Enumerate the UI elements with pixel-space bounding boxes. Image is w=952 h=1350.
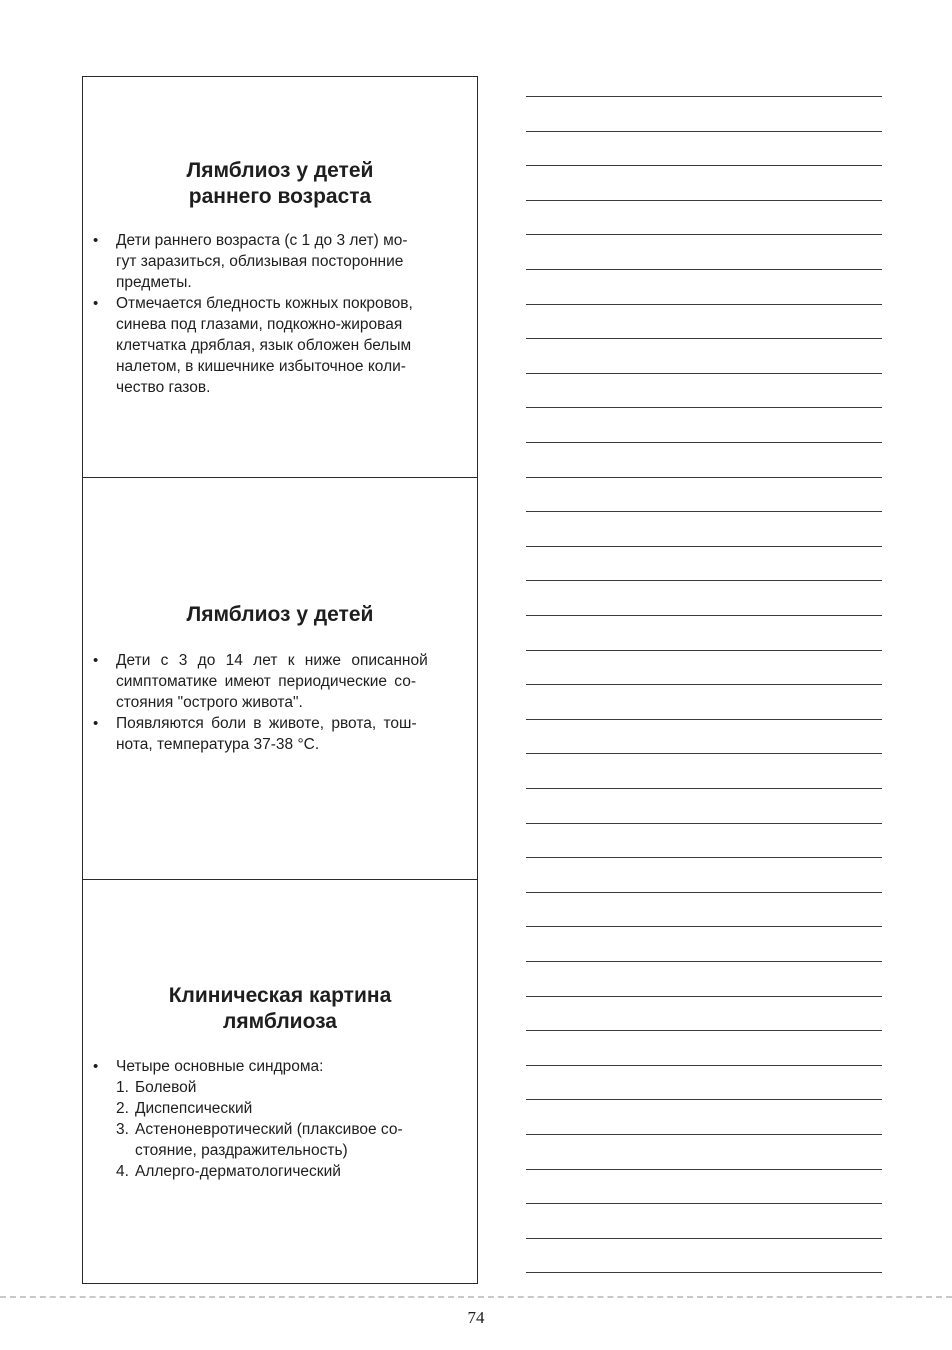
cut-line — [0, 1296, 952, 1298]
numbered-item — [83, 1077, 477, 1098]
numbered-item — [83, 1098, 477, 1119]
title-line: Клиническая картина — [168, 984, 392, 1007]
note-line — [526, 1099, 882, 1100]
note-line — [526, 1238, 882, 1239]
bullet-item — [83, 293, 477, 398]
note-line — [526, 442, 882, 443]
bullet-line: нота, температура 37-38 °С. — [116, 736, 320, 753]
slide-clinical-picture — [83, 880, 477, 1284]
bullet-list — [83, 1056, 477, 1182]
note-line — [526, 961, 882, 962]
bullet-item — [83, 230, 477, 293]
note-line — [526, 892, 882, 893]
title-line: Лямблиоз у детей — [186, 159, 374, 182]
bullet-line: предметы. — [116, 274, 192, 291]
bullet-list — [83, 650, 477, 755]
bullet-line: синева под глазами, подкожно-жировая — [116, 316, 403, 333]
bullet-line: чество газов. — [116, 379, 211, 396]
note-line — [526, 650, 882, 651]
item-line: Диспепсический — [135, 1100, 253, 1117]
item-number: 2. — [116, 1100, 129, 1117]
note-line — [526, 511, 882, 512]
note-line — [526, 615, 882, 616]
title-line: лямблиоза — [223, 1010, 337, 1033]
note-line — [526, 580, 882, 581]
note-line — [526, 131, 882, 132]
bullet-line: Четыре основные синдрома: — [116, 1058, 324, 1075]
bullet-line: гут заразиться, облизывая посторонние — [116, 253, 404, 270]
bullet-line: Дети раннего возраста (с 1 до 3 лет) мо- — [116, 232, 408, 249]
numbered-item — [83, 1119, 477, 1161]
note-line — [526, 1272, 882, 1273]
item-line: Болевой — [135, 1079, 197, 1096]
note-line — [526, 1030, 882, 1031]
numbered-item — [83, 1161, 477, 1182]
note-line — [526, 200, 882, 201]
note-line — [526, 304, 882, 305]
note-line — [526, 719, 882, 720]
note-line — [526, 477, 882, 478]
note-line — [526, 753, 882, 754]
item-line: стояние, раздражительность) — [135, 1142, 348, 1159]
bullet-dot: • — [93, 295, 99, 312]
bullet-dot: • — [93, 1058, 99, 1075]
title-line: Лямблиоз у детей — [186, 603, 374, 626]
slide-title — [83, 602, 477, 628]
note-line — [526, 823, 882, 824]
bullet-dot: • — [93, 232, 99, 249]
bullet-dot: • — [93, 652, 99, 669]
bullet-line: клетчатка дряблая, язык обложен белым — [116, 337, 412, 354]
item-line: Астеноневротический (плаксивое со- — [135, 1121, 403, 1138]
note-line — [526, 407, 882, 408]
title-line: раннего возраста — [188, 185, 372, 208]
note-line — [526, 234, 882, 235]
bullet-item — [83, 1056, 477, 1077]
note-line — [526, 788, 882, 789]
note-line — [526, 373, 882, 374]
note-line — [526, 1169, 882, 1170]
bullet-line: налетом, в кишечнике избыточное коли- — [116, 358, 406, 375]
bullet-item — [83, 713, 477, 755]
note-line — [526, 96, 882, 97]
note-line — [526, 996, 882, 997]
note-line — [526, 269, 882, 270]
item-line: Аллерго-дерматологический — [135, 1163, 341, 1180]
slide-early-age — [83, 77, 477, 478]
slide-title — [83, 158, 477, 210]
note-line — [526, 338, 882, 339]
note-line — [526, 1203, 882, 1204]
note-line — [526, 926, 882, 927]
item-number: 1. — [116, 1079, 129, 1096]
page-number: 74 — [467, 1308, 485, 1327]
bullet-line: стояния "острого живота". — [116, 694, 303, 711]
note-line — [526, 1065, 882, 1066]
slide-title — [83, 983, 477, 1035]
slide-children — [83, 478, 477, 880]
note-line — [526, 546, 882, 547]
item-number: 4. — [116, 1163, 129, 1180]
note-line — [526, 684, 882, 685]
item-number: 3. — [116, 1121, 129, 1138]
bullet-dot: • — [93, 715, 99, 732]
note-line — [526, 1134, 882, 1135]
slides-frame — [82, 76, 478, 1284]
bullet-line: Отмечается бледность кожных покровов, — [116, 295, 413, 312]
bullet-list — [83, 230, 477, 398]
numbered-list — [83, 1077, 477, 1182]
note-line — [526, 165, 882, 166]
bullet-line: Дети с 3 до 14 лет к ниже описанной — [116, 652, 428, 669]
bullet-line: Появляются боли в животе, рвота, тош- — [116, 715, 417, 732]
bullet-line: симптоматике имеют периодические со- — [116, 673, 416, 690]
note-line — [526, 857, 882, 858]
bullet-item — [83, 650, 477, 713]
